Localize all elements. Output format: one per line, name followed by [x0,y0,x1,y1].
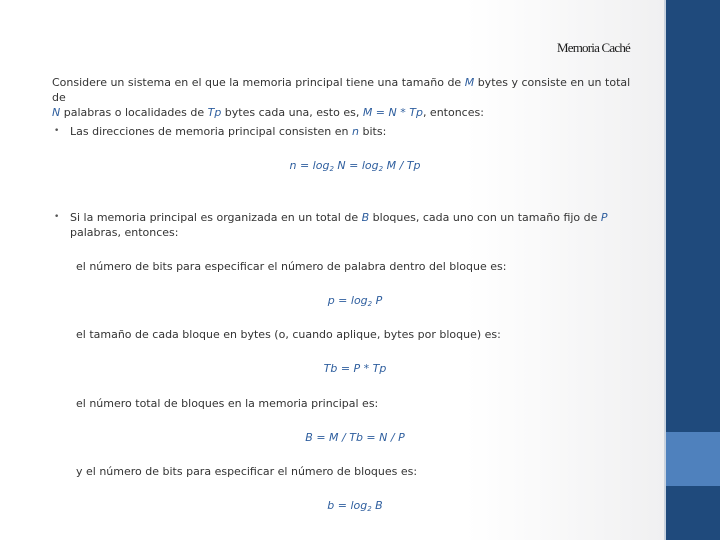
intro-text-4: bytes cada una, esto es, [221,106,363,119]
intro-text-2: bytes y consiste en un total de [52,76,631,104]
formula-1-part-c: M / Tp [383,159,421,172]
formula-total-blocks: B = M / Tb = N / P [305,431,405,444]
formula-2-part-b: P [372,294,383,307]
bullet-1-var-n: n [352,125,359,138]
bullet-1-text [70,124,640,139]
item-block-bits: y el número de bits para especificar el número de bloques es: [76,465,418,478]
formula-address-bits [70,158,640,177]
formula-5-part-a: b = log [327,499,368,512]
intro-paragraph [52,75,642,120]
formula-5-sub: 2 [367,505,372,513]
formula-1-sub-1: 2 [329,165,334,173]
intro-text-3: palabras o localidades de [60,106,208,119]
formula-2-part-a: p = log [327,294,368,307]
bullet-2-after: palabras, entonces: [70,226,179,239]
intro-equation: M = N * Tp [362,106,423,119]
formula-2-sub: 2 [367,300,373,308]
bullet-marker-2: • [54,212,60,222]
intro-var-m: M [464,76,475,89]
sidebar-accent-light [666,432,720,486]
intro-var-n: N [52,106,61,119]
intro-text-1: Considere un sistema en el que la memoria principal tiene una tamaño de [52,76,465,89]
formula-block-bits [70,498,640,517]
bullet-1-after: bits: [358,125,387,138]
bullet-2-var-b: B [361,211,370,224]
item-total-blocks: el número total de bloques en la memoria principal es: [76,397,379,410]
item-block-size: el tamaño de cada bloque en bytes (o, cuando aplique, bytes por bloque) es: [76,328,501,341]
formula-1-part-b: N = log [333,159,379,172]
bullet-2-text [70,210,640,240]
intro-text-5: , entonces: [422,106,484,119]
formula-1-part-a: n = log [289,159,330,172]
formula-5-part-b: B [371,499,383,512]
bullet-marker-1: • [54,126,60,136]
bullet-2-mid: bloques, cada uno con un tamaño fijo de [369,211,601,224]
item-word-bits: el número de bits para especificar el número de palabra dentro del bloque es: [76,260,507,273]
intro-var-tp: Tp [207,106,222,119]
formula-word-bits [70,293,640,312]
bullet-2-before: Si la memoria principal es organizada en un total de [70,211,362,224]
bullet-2-var-p: P [600,211,608,224]
bullet-1-before: Las direcciones de memoria principal consisten en [70,125,352,138]
formula-1-sub-2: 2 [378,165,384,173]
formula-block-size: Tb = P * Tp [323,362,387,375]
slide-title: Memoria Caché [557,40,630,55]
